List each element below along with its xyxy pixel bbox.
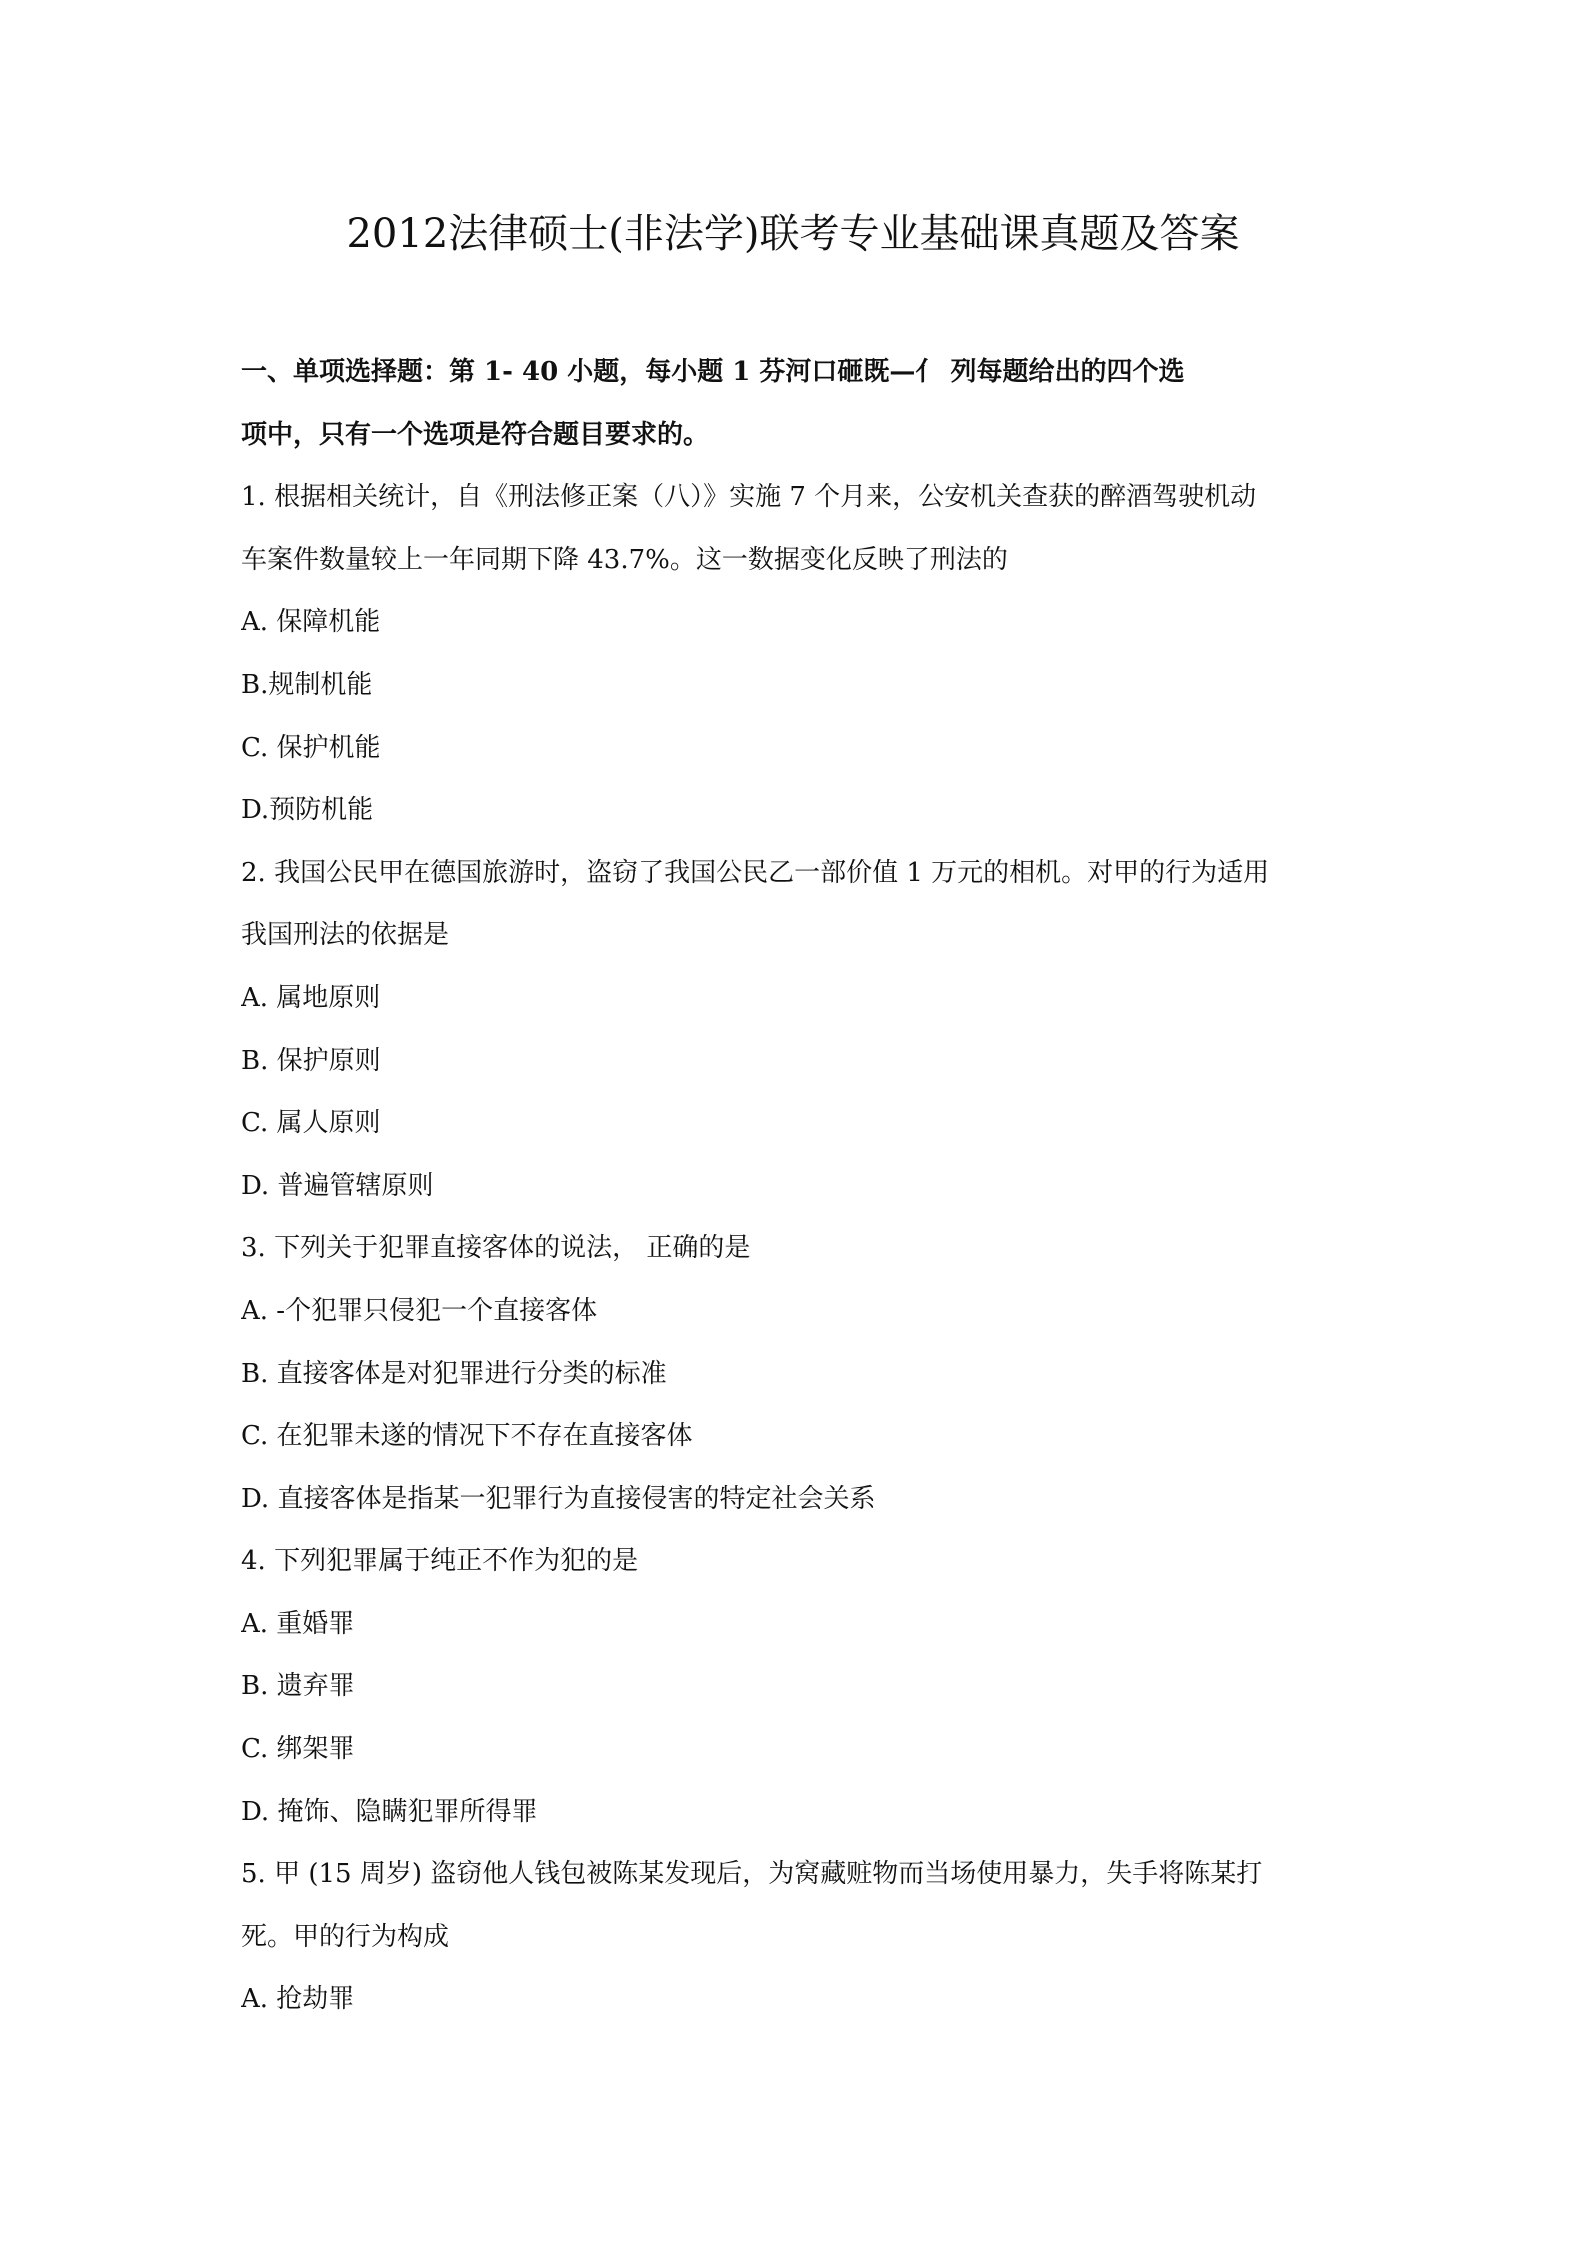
question-5-stem-line-1: 5. 甲 (15 周岁) 盗窃他人钱包被陈某发现后，为窝藏赃物而当场使用暴力，失手将陈某打 — [241, 1859, 1263, 1890]
question-2-stem-line-1: 2. 我国公民甲在德国旅游时，盗窃了我国公民乙一部价值 1 万元的相机。对甲的行为适用 — [241, 857, 1270, 888]
question-1-option-a: A. 保障机能 — [241, 607, 381, 638]
question-2-option-a: A. 属地原则 — [241, 982, 381, 1013]
section-heading-line-2: 项中，只有一个选项是符合题目要求的。 — [241, 419, 710, 450]
question-2-stem-line-2: 我国刑法的依据是 — [241, 920, 450, 951]
question-2-option-c: C. 属人原则 — [241, 1108, 381, 1139]
question-1-stem-line-2: 车案件数量较上一年同期下降 43.7%。这一数据变化反映了刑法的 — [241, 544, 1008, 575]
question-4-option-b: B. 遗弃罪 — [241, 1671, 355, 1702]
question-2-option-b: B. 保护原则 — [241, 1045, 381, 1076]
question-1-option-d: D.预防机能 — [241, 795, 374, 826]
question-3-option-a: A. -个犯罪只侵犯一个直接客体 — [241, 1295, 598, 1326]
question-4-option-c: C. 绑架罪 — [241, 1734, 355, 1765]
question-4-stem-line-1: 4. 下列犯罪属于纯正不作为犯的是 — [241, 1546, 639, 1577]
question-5-stem-line-2: 死。甲的行为构成 — [241, 1921, 450, 1952]
question-5-option-a: A. 抢劫罪 — [241, 1984, 355, 2015]
question-3-stem-line-1: 3. 下列关于犯罪直接客体的说法， 正确的是 — [241, 1233, 751, 1264]
question-1-stem-line-1: 1. 根据相关统计，自《刑法修正案（八）》实施 7 个月来，公安机关查获的醉酒驾驶机动 — [241, 482, 1257, 513]
section-heading-line-1: 一、单项选择题：第 1- 40 小题，每小题 1 芬河口砸既—亻 列每题给出的四个选 — [241, 357, 1185, 387]
question-3-option-b: B. 直接客体是对犯罪进行分类的标准 — [241, 1358, 667, 1389]
question-3-option-d: D. 直接客体是指某一犯罪行为直接侵害的特定社会关系 — [241, 1483, 876, 1514]
question-1-option-b: B.规制机能 — [241, 669, 373, 700]
question-1-option-c: C. 保护机能 — [241, 732, 381, 763]
document-body — [241, 345, 1361, 2035]
document-title: 2012法律硕士(非法学)联考专业基础课真题及答案 — [346, 211, 1240, 257]
question-4-option-d: D. 掩饰、隐瞒犯罪所得罪 — [241, 1796, 538, 1827]
question-4-option-a: A. 重婚罪 — [241, 1608, 355, 1639]
question-3-option-c: C. 在犯罪未遂的情况下不存在直接客体 — [241, 1421, 693, 1452]
question-2-option-d: D. 普遍管辖原则 — [241, 1170, 434, 1201]
